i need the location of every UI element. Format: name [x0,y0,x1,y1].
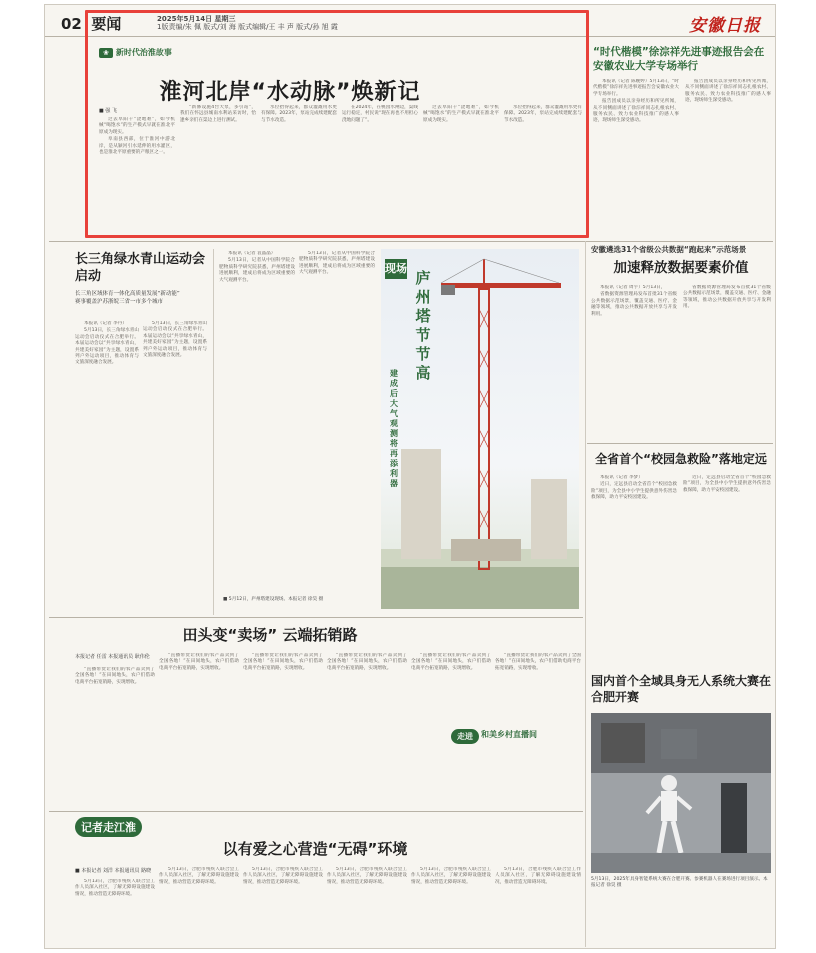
right-top-headline: “时代楷模”徐淙祥先进事迹报告会在安徽农业大学专场举行 [593,46,765,72]
yangtze-deck [75,290,205,306]
yangtze-body-2: 5月13日，长三角绿水青山运动会启动仪式在合肥举行。本届运动会以“共享绿水青山，共建美好家园”为主题，设置系列户外运动项目，推动体育与文旅深度融合发展。 [143,321,207,359]
live-room-stamp: 走进 [457,732,473,741]
field-market-col-3 [243,653,323,807]
field-market-body-2: “直播带货让我们的农产品卖到了全国各地！”在田间地头，农户们借助电商平台拓宽销路，实现增收。 [159,653,239,671]
right-top-body-2: 报告团成员以亲身经历和所见所闻，从不同侧面讲述了徐淙祥同志扎根农村、服务农民、致力农业科技推广的感人事迹，现场师生深受感动。 [685,79,771,104]
field-market-col-2 [159,653,239,807]
robot-caption: 5月13日，2025年具身智能系统大赛在合肥开赛。参赛机器人在赛场进行项目演示。本报记者 徐昊 摄 [591,877,768,888]
anhui31-col-1 [591,285,677,435]
robot-illustration [591,713,771,873]
love-env-body-2: 5月13日，合肥市残疾人联合会工作人员深入社区，了解无障碍设施建设情况，推动营造无障碍环境。 [159,867,239,885]
right-top-col-2 [685,79,771,229]
robot-photo [591,713,771,873]
yangtze-deck-2: 赛事覆盖沪苏浙皖三省一市多个城市 [75,299,164,305]
field-market-body-4: “直播带货让我们的农产品卖到了全国各地！”在田间地头，农户们借助电商平台拓宽销路，实现增收。 [327,653,407,671]
photo-subhead: 建成后大气观测将再添利器 [390,369,398,488]
live-room-label: 和美乡村直播间 [481,730,537,739]
divider-4 [49,811,583,812]
lead-para-7: 水位抬得起来，群众灌溉用水更有保障。2023年，泵站完成续建配套与节水改造。 [504,105,582,123]
lead-column-1 [99,117,175,235]
photo-story-body-1: 5月13日，记者从中国科学院合肥物质科学研究院获悉，庐州塔建设进展顺利，建成后将成为区域重要的大气观测平台。 [219,258,295,283]
drone-headline: 国内首个全域具身无人系统大赛在合肥开赛 [591,674,772,704]
anhui31-body-1: 省数据资源管理局发布首批31个省级公共数据示范场景，覆盖交通、医疗、金融等领域，推动公共数据开放共享与开发利用。 [591,292,677,317]
anhui31-col-2 [683,285,771,435]
love-env-col-5 [411,867,491,945]
field-market-body-1: “直播带货让我们的农产品卖到了全国各地！”在田间地头，农户们借助电商平台拓宽销路，实现增收。 [75,667,155,685]
anhui31-headline: 加速释放数据要素价值 [613,260,749,276]
reporter-tag-text: 记者走江淮 [81,821,136,834]
leaf-icon: ❀ [99,48,113,58]
lead-para-2: 阜南县西部，位于淮河中游北岸，是从颍河引水延伸的用水灌区，也是淮北平原重要的产粮区之一。 [99,137,175,156]
page-number: 02 | 要闻 [61,15,122,33]
divider-3 [49,617,583,618]
love-env-col-2 [159,867,239,945]
reporter-tag [75,817,142,837]
live-room-badge [451,729,479,744]
anhui31-byline: 本报讯（记者 周宇）5月13日， [600,285,666,290]
photo-story-body-2: 5月13日，记者从中国科学院合肥物质科学研究院获悉，庐州塔建设进展顺利，建成后将成为区域重要的大气观测平台。 [299,251,375,276]
lead-column-2 [180,105,256,235]
campus-aid-body-2: 近日，定远县启动全省首个“校园急救险”项目，为全县中小学生提供意外伤害急救保障，助力平安校园建设。 [683,475,771,493]
anhui31-body-2: 省数据资源管理局发布首批31个省级公共数据示范场景，覆盖交通、医疗、金融等领域，推动公共数据开放共享与开发利用。 [683,285,771,310]
lead-para-5: 在2024年，在桃园水闸边，渠线运行稳定，村民说“现在再也不用担心浇地问题了”。 [342,105,418,123]
lead-kicker-text: 新时代治淮故事 [115,48,172,57]
love-env-col-6 [495,867,581,945]
lead-column-6 [504,105,582,235]
campus-aid-col-1 [591,475,677,665]
love-env-col-4 [327,867,407,945]
campus-aid-body-1: 近日，定远县启动全省首个“校园急救险”项目，为全县中小学生提供意外伤害急救保障，助力平安校园建设。 [591,482,677,501]
tower-photo [381,249,579,609]
field-market-col-4 [327,653,407,807]
photo-story-col-2 [299,251,375,541]
dateline [157,15,338,31]
tower-crane-illustration [381,249,579,609]
photo-caption: ■ 5月12日，庐州塔建设现场。本报记者 徐昊 摄 [223,597,324,602]
editors-line: 1版责编/朱 佩 版式/刘 海 版式编辑/王 丰 声 版式/孙 旭 霞 [157,23,338,31]
field-market-col-5 [411,653,491,807]
field-market-col-1 [75,667,155,807]
yangtze-headline: 长三角绿水青山运动会启动 [75,252,206,284]
anhui31-small-headline: 安徽遴选31个省级公共数据“跑起来”示范场景 [591,245,747,254]
yangtze-deck-1: 长三角区域体育一体化高质量发展“新动能” [75,291,180,297]
photo-badge: 现场 [385,259,407,279]
love-env-col-1 [75,879,155,945]
lead-column-3 [261,105,337,235]
field-market-byline: 本报记者 任雷 本报通讯员 耿伟伦 [75,654,150,660]
divider-1 [49,241,773,242]
love-env-body-3: 5月13日，合肥市残疾人联合会工作人员深入社区，了解无障碍设施建设情况，推动营造无障碍环境。 [243,867,323,885]
love-env-body-4: 5月13日，合肥市残疾人联合会工作人员深入社区，了解无障碍设施建设情况，推动营造无障碍环境。 [327,867,407,885]
lead-para-1: 过去阜阳干“浇地难”，如今机械“喝饱水”的生产模式早就在淮北平原成为现实。 [99,117,175,135]
right-top-col-1 [593,79,679,229]
field-market-body-6: “直播带货让我们的农产品卖到了全国各地！”在田间地头，农户们借助电商平台拓宽销路，实现增收。 [495,653,581,671]
lead-para-3: “新修设施4台大泵，多引站”，我们在怀远县城南水利站采访时，恰逢乡亲们在渠边上进行测试。 [180,105,256,123]
lead-headline: 淮河北岸“水动脉”焕新记 [159,80,421,105]
yangtze-col-1 [75,321,139,611]
newspaper-page [44,4,776,949]
field-market-body-5: “直播带货让我们的农产品卖到了全国各地！”在田间地头，农户们借助电商平台拓宽销路，实现增收。 [411,653,491,671]
love-env-col-3 [243,867,323,945]
campus-aid-col-2 [683,475,771,665]
masthead [45,5,775,37]
page-number-value: 02 [61,15,82,33]
love-env-body-5: 5月13日，合肥市残疾人联合会工作人员深入社区，了解无障碍设施建设情况，推动营造无障碍环境。 [411,867,491,885]
love-env-byline: ■ 本报记者 刘洋 本报通讯员 路晓 [75,868,152,874]
campus-aid-headline: 全省首个“校园急救险”落地定远 [595,452,767,466]
divider-2 [587,443,773,444]
love-env-body-1: 5月13日，合肥市残疾人联合会工作人员深入社区，了解无障碍设施建设情况，推动营造无障碍环境。 [75,879,155,897]
section-name: 要闻 [91,15,122,33]
brand-logo: 安徽日报 [689,16,761,36]
date-line: 2025年5月14日 星期三 [157,15,236,23]
lead-para-6: 过去阜阳干“浇地难”，如今机械“喝饱水”的生产模式早就在淮北平原成为现实。 [423,105,499,123]
field-market-body-3: “直播带货让我们的农产品卖到了全国各地！”在田间地头，农户们借助电商平台拓宽销路，实现增收。 [243,653,323,671]
right-top-byline: 本报讯（记者 陈婉婷）5月13日，“时代楷模”徐淙祥先进事迹报告会安徽农业大学专场举行。 [593,79,679,97]
lead-byline: ■ 强 飞 [99,108,117,114]
right-top-body-1: 报告团成员以亲身经历和所见所闻，从不同侧面讲述了徐淙祥同志扎根农村、服务农民、致力农业科技推广的感人事迹，现场师生深受感动。 [593,99,679,124]
field-market-headline: 田头变“卖场” 云端拓销路 [182,626,358,644]
lead-column-5 [423,105,499,235]
divider-v2 [585,241,586,947]
yangtze-col-2 [143,321,207,611]
yangtze-byline: 本报讯（记者 李丹） [84,321,127,326]
yangtze-body-1: 5月13日，长三角绿水青山运动会启动仪式在合肥举行。本届运动会以“共享绿水青山，共建美好家园”为主题，设置系列户外运动项目，推动体育与文旅深度融合发展。 [75,328,139,366]
lead-kicker [99,47,172,58]
campus-aid-byline: 本报讯（记者 李梦） [600,475,643,480]
photo-vertical-headline: 庐州塔节节高 [415,269,431,382]
love-env-headline: 以有爱之心营造“无碍”环境 [222,840,408,858]
love-env-body-6: 5月13日，合肥市残疾人联合会工作人员深入社区，了解无障碍设施建设情况，推动营造无障碍环境。 [495,867,581,885]
divider-v1 [213,249,214,615]
lead-para-4: 水位抬得起来，群众灌溉用水更有保障。2023年，泵站完成续建配套与节水改造。 [261,105,337,123]
lead-column-4 [342,105,418,235]
photo-story-col-1 [219,251,295,541]
photo-story-byline: 本报讯（记者 袁晶晶） [228,251,276,256]
